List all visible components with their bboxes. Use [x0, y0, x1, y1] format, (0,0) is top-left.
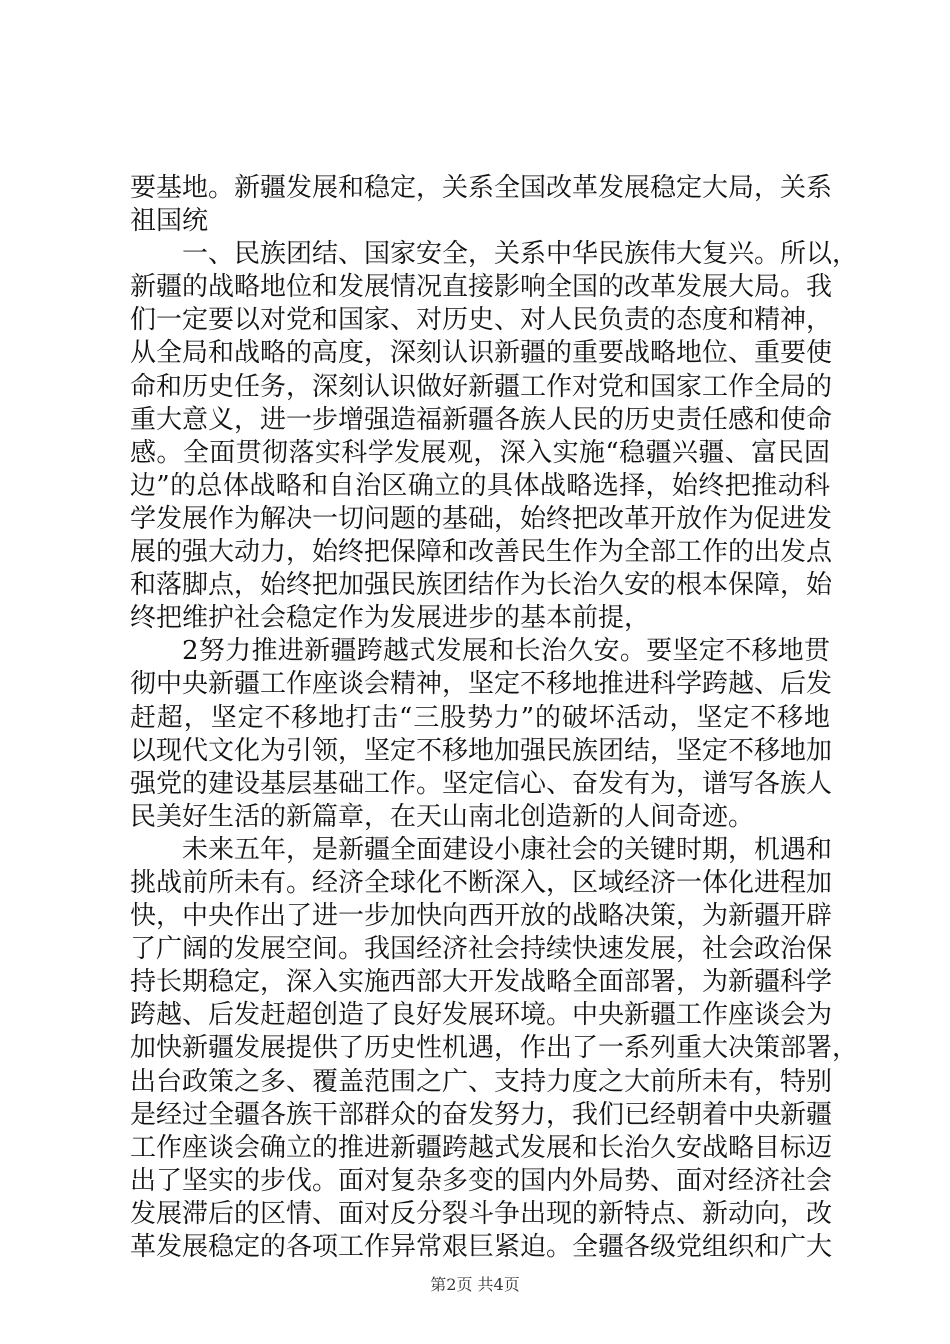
- paragraph-start-line: 一、民族团结、国家安全，关系中华民族伟大复兴。所以，: [182, 239, 859, 270]
- text-line: 和落脚点，始终把加强民族团结作为长治久安的根本保障，始: [130, 570, 833, 601]
- text-line: 祖国统: [130, 206, 209, 237]
- text-line: 发展滞后的区情、面对反分裂斗争出现的新特点、新动向，改: [130, 1198, 833, 1229]
- text-line: 持长期稳定，深入实施西部大开发战略全面部署，为新疆科学: [130, 967, 833, 998]
- text-line: 彻中央新疆工作座谈会精神，坚定不移地推进科学跨越、后发: [130, 669, 833, 700]
- text-line: 民美好生活的新篇章，在天山南北创造新的人间奇迹。: [130, 801, 755, 832]
- text-line: 强党的建设基层基础工作。坚定信心、奋发有为，谱写各族人: [130, 768, 833, 799]
- text-line: 以现代文化为引领，坚定不移地加强民族团结，坚定不移地加: [130, 735, 833, 766]
- text-line: 出台政策之多、覆盖范围之广、支持力度之大前所未有，特别: [130, 1066, 833, 1097]
- text-line: 们一定要以对党和国家、对历史、对人民负责的态度和精神，: [130, 305, 833, 336]
- text-line: 终把维护社会稳定作为发展进步的基本前提，: [130, 603, 651, 634]
- paragraph-start-line: 未来五年，是新疆全面建设小康社会的关键时期，机遇和: [182, 834, 833, 865]
- text-line: 挑战前所未有。经济全球化不断深入，区域经济一体化进程加: [130, 867, 833, 898]
- text-line: 从全局和战略的高度，深刻认识新疆的重要战略地位、重要使: [130, 338, 833, 369]
- text-line: 边”的总体战略和自治区确立的具体战略选择，始终把推动科: [130, 470, 830, 501]
- text-line: 工作座谈会确立的推进新疆跨越式发展和长治久安战略目标迈: [130, 1132, 833, 1163]
- text-line: 赶超，坚定不移地打击“三股势力”的破坏活动，坚定不移地: [130, 702, 830, 733]
- text-line: 出了坚实的步伐。面对复杂多变的国内外局势、面对经济社会: [130, 1165, 833, 1196]
- text-line: 展的强大动力，始终把保障和改善民生作为全部工作的出发点: [130, 537, 833, 568]
- text-line: 加快新疆发展提供了历史性机遇，作出了一系列重大决策部署，: [130, 1033, 859, 1064]
- text-line: 新疆的战略地位和发展情况直接影响全国的改革发展大局。我: [130, 272, 833, 303]
- text-line: 学发展作为解决一切问题的基础，始终把改革开放作为促进发: [130, 503, 833, 534]
- text-line: 了广阔的发展空间。我国经济社会持续快速发展，社会政治保: [130, 934, 833, 965]
- text-line: 革发展稳定的各项工作异常艰巨紧迫。全疆各级党组织和广大: [130, 1232, 833, 1262]
- body-text: [130, 172, 859, 1264]
- text-line: 命和历史任务，深刻认识做好新疆工作对党和国家工作全局的: [130, 371, 833, 402]
- text-line: 快，中央作出了进一步加快向西开放的战略决策，为新疆开辟: [130, 901, 833, 932]
- text-line: 要基地。新疆发展和稳定，关系全国改革发展稳定大局，关系: [130, 173, 833, 203]
- paragraph-start-line: 2努力推进新疆跨越式发展和长治久安。要坚定不移地贯: [182, 636, 830, 667]
- text-line: 跨越、后发赶超创造了良好发展环境。中央新疆工作座谈会为: [130, 1000, 833, 1031]
- text-line: 是经过全疆各族干部群众的奋发努力，我们已经朝着中央新疆: [130, 1099, 833, 1130]
- text-line: 重大意义，进一步增强造福新疆各族人民的历史责任感和使命: [130, 404, 833, 435]
- page-number-footer: 第2页 共4页: [430, 1275, 520, 1294]
- text-line: 感。全面贯彻落实科学发展观，深入实施“稳疆兴疆、富民固: [130, 437, 830, 468]
